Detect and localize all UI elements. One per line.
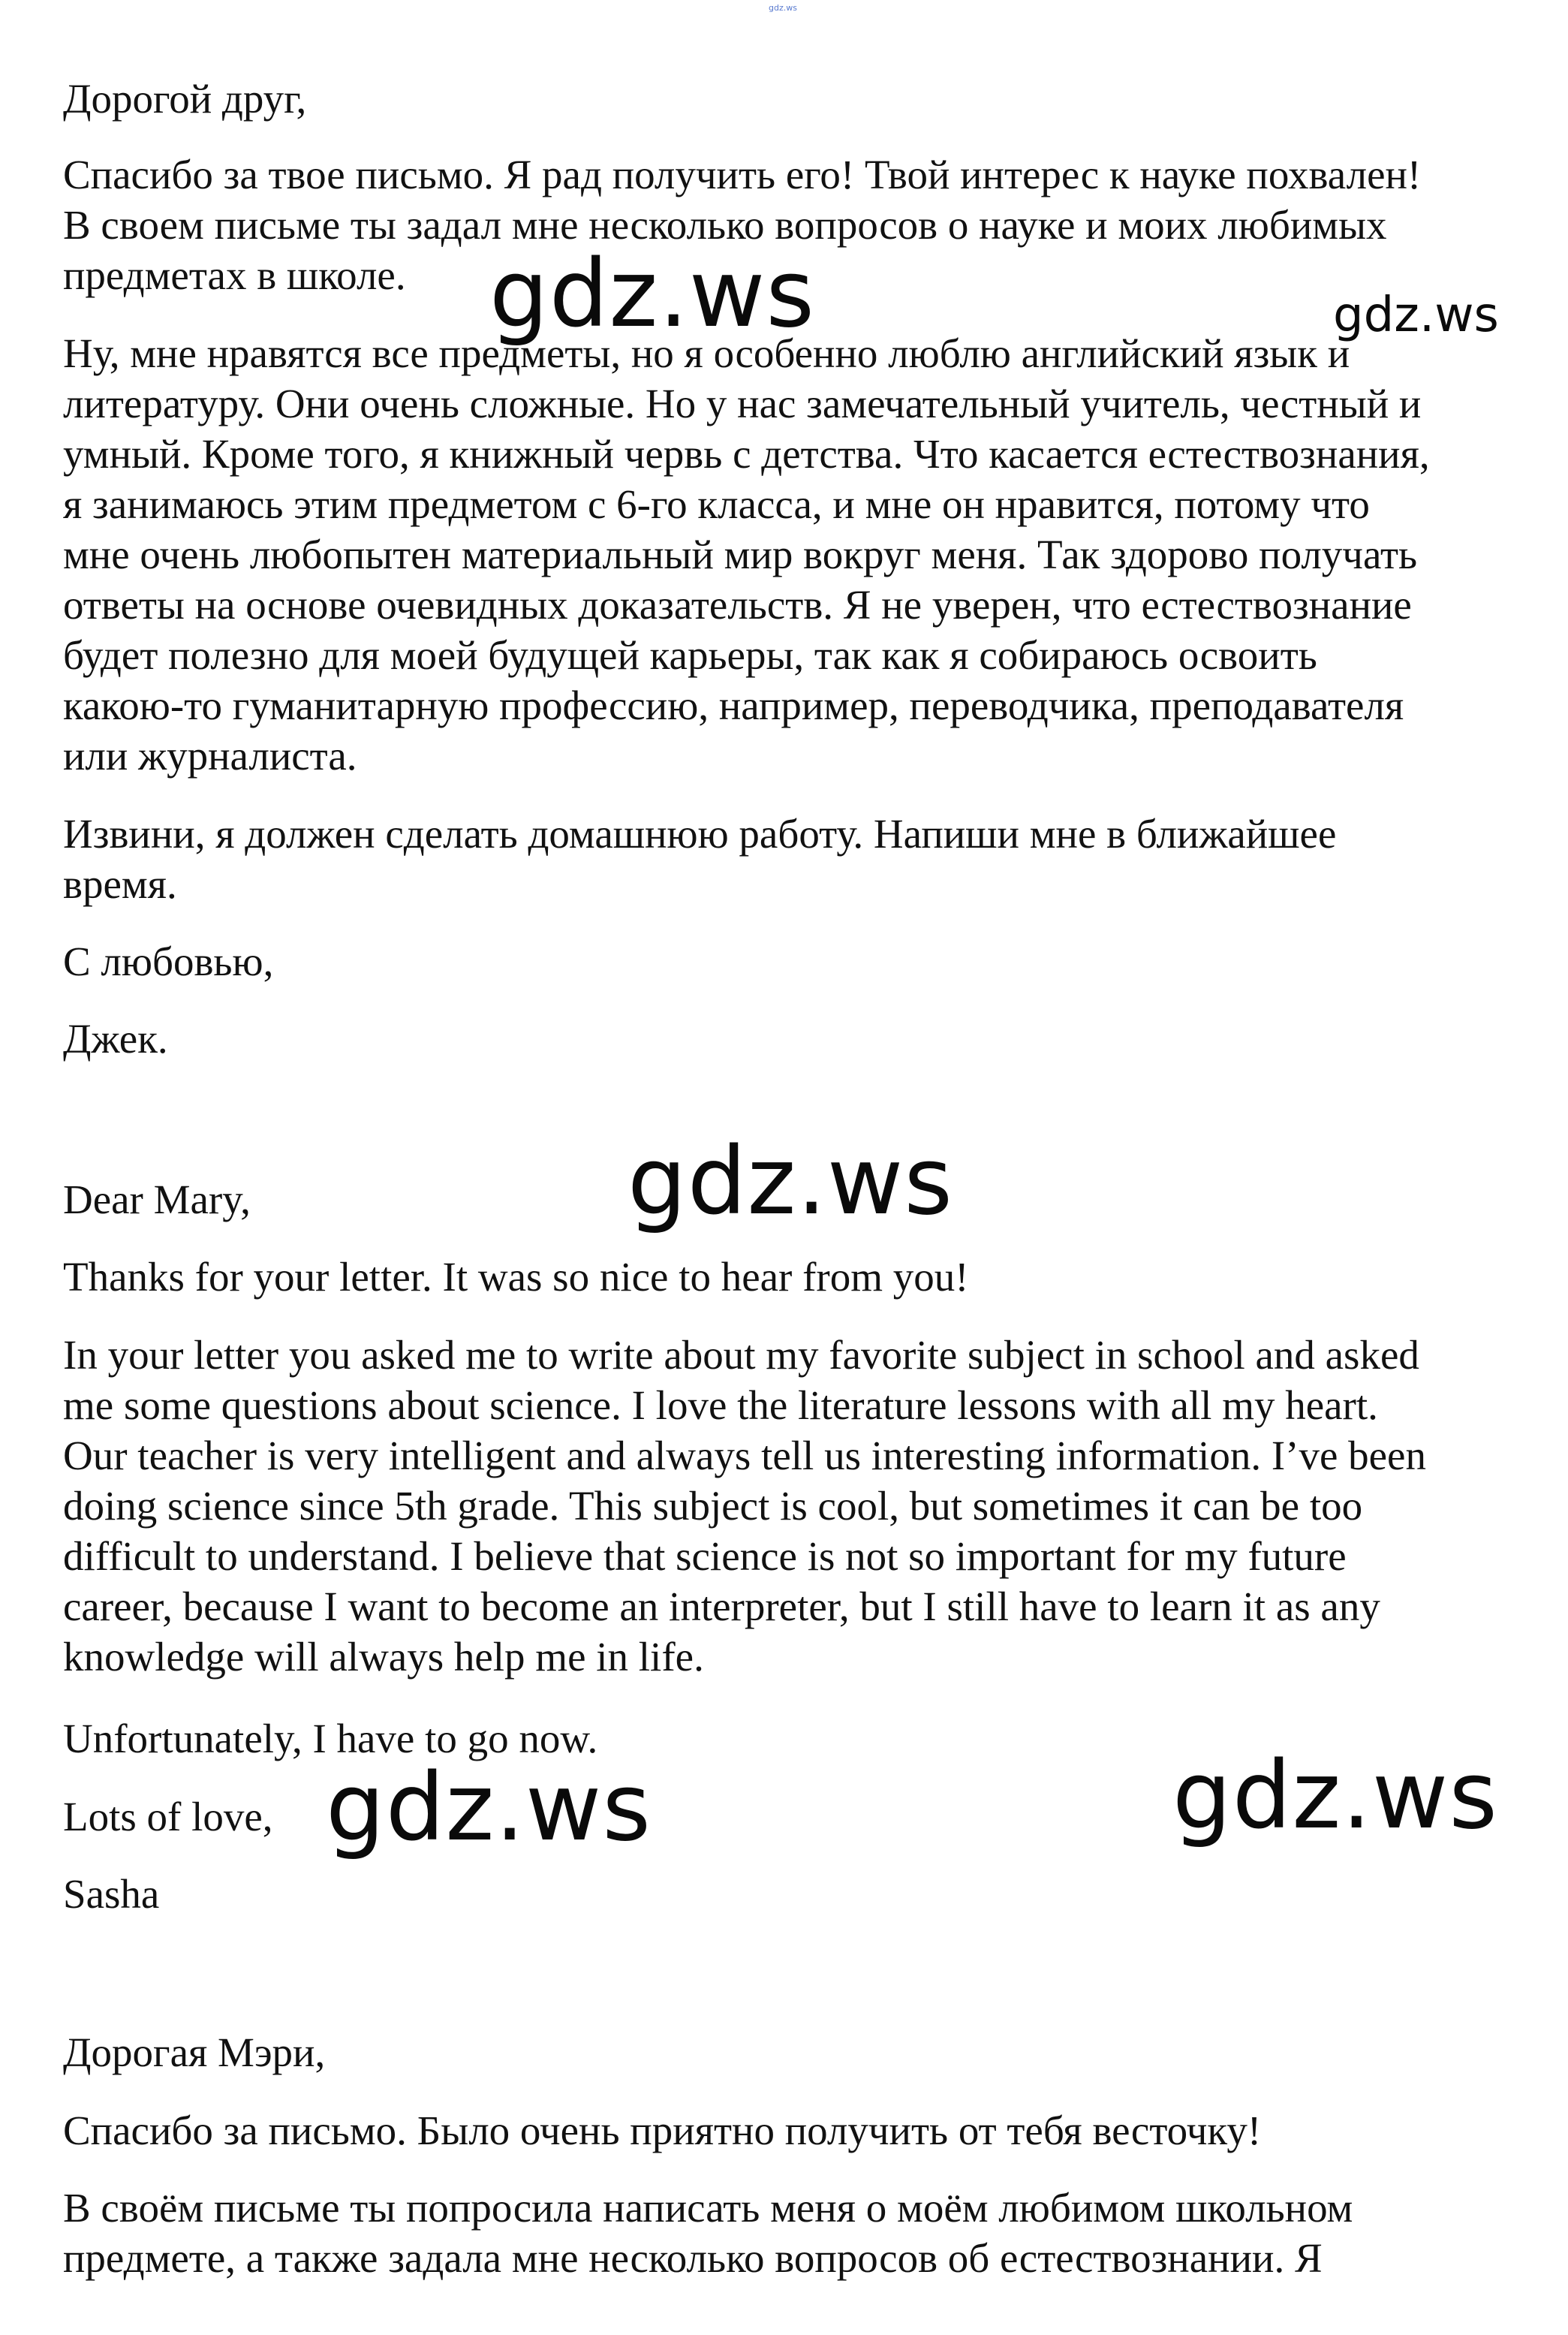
text-line: литературу. Они очень сложные. Но у нас замечательный учитель, честный и (63, 381, 1422, 426)
text-line: Ну, мне нравятся все предметы, но я особенно люблю английский язык и (63, 330, 1350, 376)
text-line: С любовью, (63, 939, 274, 984)
text-line: какою-то гуманитарную профессию, например, переводчика, преподавателя (63, 682, 1404, 728)
paragraph (63, 1869, 1534, 1919)
paragraph (63, 328, 1534, 781)
text-line: Спасибо за твое письмо. Я рад получить его! Твой интерес к науке похвален! (63, 152, 1422, 197)
watermark: gdz.ws (1172, 1742, 1498, 1850)
text-line: Our teacher is very intelligent and always tell us interesting information. I’ve been (63, 1433, 1426, 1478)
top-site-mark: gdz.ws (769, 3, 797, 13)
text-line: Dear Mary, (63, 1177, 251, 1222)
text-line: предмете, а также задала мне несколько вопросов об естествознании. Я (63, 2235, 1323, 2281)
text-line: Lots of love, (63, 1794, 273, 1839)
watermark: gdz.ws (628, 1128, 953, 1236)
watermark: gdz.ws (489, 240, 815, 348)
watermark: gdz.ws (326, 1754, 652, 1862)
text-line: Sasha (63, 1871, 160, 1917)
paragraph (63, 2027, 1534, 2077)
text-line: будет полезно для моей будущей карьеры, так как я собираюсь освоить (63, 632, 1317, 678)
text-line: Дорогая Мэри, (63, 2029, 326, 2075)
text-line: me some questions about science. I love the literature lessons with all my heart. (63, 1382, 1378, 1428)
text-line: Thanks for your letter. It was so nice to hear from you! (63, 1254, 969, 1300)
text-line: В своём письме ты попросила написать меня о моём любимом школьном (63, 2185, 1353, 2231)
text-line: предметах в школе. (63, 252, 406, 298)
text-line: Unfortunately, I have to go now. (63, 1716, 598, 1761)
text-line: ответы на основе очевидных доказательств. Я не уверен, что естествознание (63, 582, 1412, 628)
paragraph (63, 74, 1534, 124)
text-line: Спасибо за письмо. Было очень приятно получить от тебя весточку! (63, 2108, 1262, 2153)
watermark: gdz.ws (1333, 288, 1499, 343)
text-line: In your letter you asked me to write about my favorite subject in school and asked (63, 1332, 1419, 1378)
text-line: knowledge will always help me in life. (63, 1634, 704, 1680)
text-line: умный. Кроме того, я книжный червь с детства. Что касается естествознания, (63, 431, 1430, 477)
text-line: время. (63, 861, 177, 907)
text-line: doing science since 5th grade. This subject is cool, but sometimes it can be too (63, 1483, 1363, 1529)
paragraph (63, 809, 1534, 909)
paragraph (63, 936, 1534, 987)
text-line: я занимаюсь этим предметом с 6-го класса, и мне он нравится, потому что (63, 481, 1370, 527)
text-line: Дорогой друг, (63, 76, 307, 122)
paragraph (63, 1252, 1534, 1302)
text-line: difficult to understand. I believe that science is not so important for my future (63, 1533, 1347, 1579)
text-line: В своем письме ты задал мне несколько вопросов о науке и моих любимых (63, 202, 1387, 248)
text-line: career, because I want to become an interpreter, but I still have to learn it as any (63, 1583, 1380, 1629)
text-line: Джек. (63, 1016, 168, 1062)
paragraph (63, 2183, 1534, 2283)
text-line: Извини, я должен сделать домашнюю работу. Напиши мне в ближайшее (63, 811, 1337, 857)
text-line: мне очень любопытен материальный мир вокруг меня. Так здорово получать (63, 532, 1418, 577)
paragraph (63, 1330, 1534, 1682)
paragraph (63, 2105, 1534, 2156)
paragraph (63, 1014, 1534, 1064)
text-line: или журналиста. (63, 733, 357, 779)
